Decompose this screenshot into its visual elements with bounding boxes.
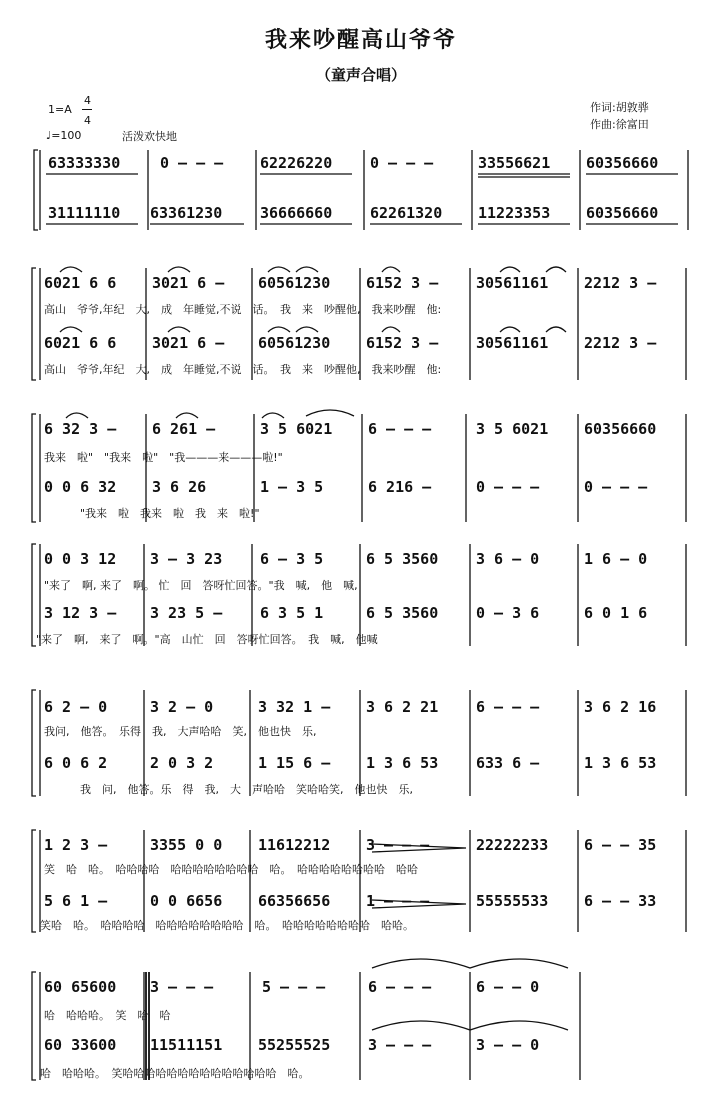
s5-p1-m1: 6 2 – 0 xyxy=(44,698,108,716)
s4-p2-m4: 6 5 3560 xyxy=(366,604,439,622)
s1-p2-m6: 60356660 xyxy=(586,204,659,222)
time-signature-denominator: 4 xyxy=(84,114,91,127)
s5-p1-m4: 3 6 2 21 xyxy=(366,698,439,716)
s7-p2-m2: 11511151 xyxy=(150,1036,223,1054)
s2-p2-m3: 60561230 xyxy=(258,334,331,352)
s2-p1-m3: 60561230 xyxy=(258,274,331,292)
s3-p2-m1: 0 0 6 32 xyxy=(44,478,117,496)
tempo-mark: ♩=100 xyxy=(46,129,82,142)
s6-p1-m5: 22222233 xyxy=(476,836,549,854)
s5-p2-m4: 1 3 6 53 xyxy=(366,754,439,772)
s5-p2-m2: 2 0 3 2 xyxy=(150,754,214,772)
s7-p2-m5: 3 – – 0 xyxy=(476,1036,540,1054)
s7-p2-m3: 55255525 xyxy=(258,1036,331,1054)
s1-p1-m6: 60356660 xyxy=(586,154,659,172)
s6-p1-m6: 6 – – 35 xyxy=(584,836,657,854)
s6-p1-m2: 3355 0 0 xyxy=(150,836,223,854)
s3-p2-lyric: "我来 啦 我来 啦 我 来 啦!" xyxy=(80,507,260,520)
s4-p2-m6: 6 0 1 6 xyxy=(584,604,648,622)
s2-p1-m6: 2212 3 – xyxy=(584,274,657,292)
s7-p1-m1: 60 65600 xyxy=(44,978,117,996)
s6-p1-m4: 3 – – – xyxy=(366,836,430,854)
s4-p1-m4: 6 5 3560 xyxy=(366,550,439,568)
page-subtitle: （童声合唱） xyxy=(315,66,406,84)
s6-p1-m1: 1 2 3 – xyxy=(44,836,108,854)
s2-p2-m1: 6021 6 6 xyxy=(44,334,117,352)
s7-p1-m3: 5 – – – xyxy=(262,978,326,996)
s5-p2-m6: 1 3 6 53 xyxy=(584,754,657,772)
s5-p1-m2: 3 2 – 0 xyxy=(150,698,214,716)
s3-p2-m5: 0 – – – xyxy=(476,478,540,496)
s5-p1-m6: 3 6 2 16 xyxy=(584,698,657,716)
s7-p1-m5: 6 – – 0 xyxy=(476,978,540,996)
time-signature-numerator: 4 xyxy=(84,94,91,107)
s5-p1-lyric: 我问, 他答。 乐得 我, 大声哈哈 笑, 他也快 乐, xyxy=(44,725,317,738)
s3-p1-m6: 60356660 xyxy=(584,420,657,438)
s3-p2-m4: 6 216 – xyxy=(368,478,432,496)
s4-p1-lyric: "来了 啊, 来了 啊。 忙 回 答呀忙回答。"我 喊, 他 喊, xyxy=(44,579,358,592)
s4-p2-m5: 0 – 3 6 xyxy=(476,604,540,622)
s3-p1-m5: 3 5 6021 xyxy=(476,420,549,438)
s2-p2-m4: 6152 3 – xyxy=(366,334,439,352)
s1-p2-m3: 36666660 xyxy=(260,204,333,222)
s3-p1-m3: 3 5 6021 xyxy=(260,420,333,438)
s7-p1-m2: 3 – – – xyxy=(150,978,214,996)
s6-p1-m3: 11612212 xyxy=(258,836,331,854)
s6-p2-m2: 0 0 6656 xyxy=(150,892,223,910)
s4-p2-m1: 3 12 3 – xyxy=(44,604,117,622)
s3-p1-m1: 6 32 3 – xyxy=(44,420,117,438)
s5-p2-m1: 6 0 6 2 xyxy=(44,754,108,772)
s3-p1-m4: 6 – – – xyxy=(368,420,432,438)
s1-p1-m1: 63333330 xyxy=(48,154,121,172)
s3-p2-m3: 1 – 3 5 xyxy=(260,478,324,496)
s4-p1-m2: 3 – 3 23 xyxy=(150,550,223,568)
s4-p1-m5: 3 6 – 0 xyxy=(476,550,540,568)
s1-p2-m5: 11223353 xyxy=(478,204,551,222)
s3-p2-m2: 3 6 26 xyxy=(152,478,207,496)
page-title: 我来吵醒高山爷爷 xyxy=(264,28,457,53)
s7-p2-m4: 3 – – – xyxy=(368,1036,432,1054)
s6-p2-m6: 6 – – 33 xyxy=(584,892,657,910)
s6-p2-m4: 1 – – – xyxy=(366,892,430,910)
s5-p2-m3: 1 15 6 – xyxy=(258,754,331,772)
key-signature: 1=A xyxy=(48,103,72,116)
s5-p1-m3: 3 32 1 – xyxy=(258,698,331,716)
s2-p1-m1: 6021 6 6 xyxy=(44,274,117,292)
s4-p2-lyric: "来了 啊, 来了 啊。"高 山忙 回 答呀忙回答。 我 喊, 他喊 xyxy=(36,633,378,646)
s5-p2-m5: 633 6 – xyxy=(476,754,540,772)
s1-p1-m4: 0 – – – xyxy=(370,154,434,172)
s6-p2-m5: 55555533 xyxy=(476,892,549,910)
s2-p2-m6: 2212 3 – xyxy=(584,334,657,352)
s6-p2-m1: 5 6 1 – xyxy=(44,892,108,910)
s1-p1-m5: 33556621 xyxy=(478,154,551,172)
s3-p2-m6: 0 – – – xyxy=(584,478,648,496)
s2-p2-m2: 3021 6 – xyxy=(152,334,225,352)
s3-p1-m2: 6 261 – xyxy=(152,420,216,438)
s1-p1-m3: 62226220 xyxy=(260,154,333,172)
s6-p1-lyric: 笑 哈 哈。 哈哈哈哈 哈哈哈哈哈哈哈哈 哈。 哈哈哈哈哈哈哈哈 哈哈 xyxy=(44,863,418,876)
s3-p1-lyric: 我来 啦" "我来 啦" "我———来———啦!" xyxy=(44,451,283,464)
s5-p1-m5: 6 – – – xyxy=(476,698,540,716)
expression-mark: 活泼欢快地 xyxy=(122,130,177,143)
s5-p2-lyric: 我 问, 他答。乐 得 我, 大 声哈哈 笑哈哈笑, 他也快 乐, xyxy=(80,783,413,796)
s4-p1-m1: 0 0 3 12 xyxy=(44,550,117,568)
s2-p2-lyric: 高山 爷爷,年纪 大, 成 年睡觉,不说 话。 我 来 吵醒他, 我来吵醒 他: xyxy=(44,363,442,376)
s2-p1-lyric: 高山 爷爷,年纪 大, 成 年睡觉,不说 话。 我 来 吵醒他, 我来吵醒 他: xyxy=(44,303,442,316)
lyricist: 作词:胡敦骅 xyxy=(590,101,649,114)
s4-p1-m6: 1 6 – 0 xyxy=(584,550,648,568)
s7-p1-m4: 6 – – – xyxy=(368,978,432,996)
composer: 作曲:徐富田 xyxy=(590,118,649,131)
s2-p2-m5: 30561161 xyxy=(476,334,549,352)
s7-p2-lyric: 哈 哈哈哈。 笑哈哈哈哈哈哈哈哈哈哈哈哈哈哈 哈。 xyxy=(40,1067,310,1080)
s2-p1-m5: 30561161 xyxy=(476,274,549,292)
s4-p1-m3: 6 – 3 5 xyxy=(260,550,324,568)
s4-p2-m2: 3 23 5 – xyxy=(150,604,223,622)
s6-p2-lyric: 笑哈 哈。 哈哈哈哈 哈哈哈哈哈哈哈哈 哈。 哈哈哈哈哈哈哈哈 哈哈。 xyxy=(40,919,414,932)
s7-p1-lyric: 哈 哈哈哈。 笑 哈 哈 xyxy=(44,1009,171,1022)
s4-p2-m3: 6 3 5 1 xyxy=(260,604,324,622)
s1-p2-m1: 31111110 xyxy=(48,204,121,222)
s2-p1-m4: 6152 3 – xyxy=(366,274,439,292)
s6-p2-m3: 66356656 xyxy=(258,892,331,910)
s7-p2-m1: 60 33600 xyxy=(44,1036,117,1054)
s1-p2-m2: 63361230 xyxy=(150,204,223,222)
s1-p2-m4: 62261320 xyxy=(370,204,443,222)
s2-p1-m2: 3021 6 – xyxy=(152,274,225,292)
s1-p1-m2: 0 – – – xyxy=(160,154,224,172)
